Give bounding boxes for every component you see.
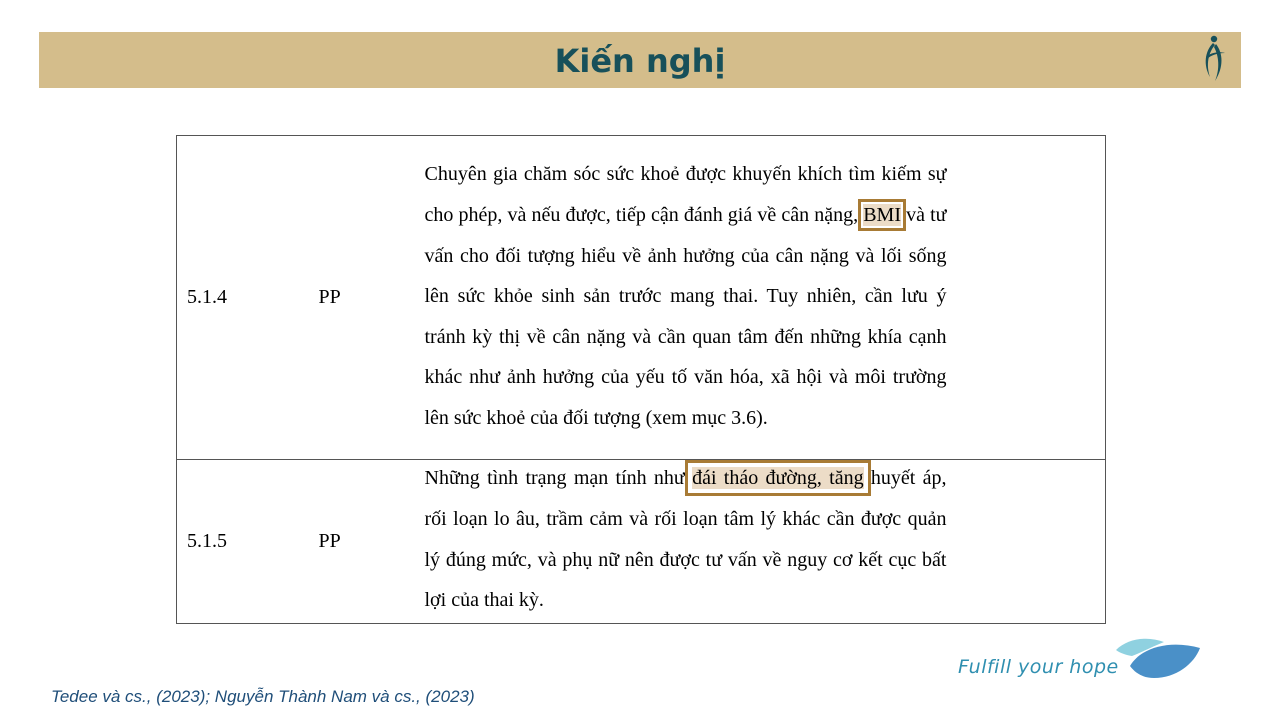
text-segment: Chuyên gia chăm sóc sức khoẻ được khuyến khích tìm kiếm sự cho phép, và nếu được, tiếp cận đánh giá về cân nặng,	[424, 163, 947, 227]
leaf-logo-icon	[1114, 636, 1202, 682]
recommendation-table	[176, 135, 1106, 624]
recommendation-code: 5.1.4	[177, 136, 319, 460]
text-segment: huyết áp, rối loạn lo âu, trầm cảm và rối loạn tâm lý khác cần được quản lý đúng mức, và phụ nữ nên được tư vấn về nguy cơ kết cục bất lợi của thai kỳ.	[424, 467, 947, 612]
table-row	[177, 460, 1106, 624]
table-row	[177, 136, 1106, 460]
text-segment: và tư vấn cho đối tượng hiểu về ảnh hưởng của cân nặng và lối sống lên sức khỏe sinh sản trước mang thai. Tuy nhiên, cần lưu ý tránh kỳ thị về cân nặng và cần quan tâm đến những khía cạnh khác như ảnh hưởng của yếu tố văn hóa, xã hội và môi trường lên sức khoẻ của đối tượng (xem mục 3.6).	[424, 204, 947, 429]
citation: Tedee và cs., (2023); Nguyễn Thành Nam và cs., (2023)	[51, 687, 475, 706]
title-bar	[39, 32, 1241, 88]
slogan: Fulfill your hope	[958, 656, 1119, 678]
empty-cell	[947, 460, 1106, 624]
figure-logo-icon	[1196, 31, 1232, 89]
recommendation-cell	[425, 460, 947, 624]
evidence-level: PP	[319, 460, 425, 624]
highlight-diabetes: đái tháo đường, tăng	[692, 467, 864, 490]
recommendation-text	[425, 154, 947, 438]
highlight-bmi: BMI	[863, 204, 901, 227]
recommendation-cell	[425, 136, 947, 460]
recommendation-code: 5.1.5	[177, 460, 319, 624]
slide-title: Kiến nghị	[554, 42, 726, 80]
recommendation-text	[425, 458, 947, 620]
empty-cell	[947, 136, 1106, 460]
evidence-level: PP	[319, 136, 425, 460]
text-segment: Những tình trạng mạn tính như	[424, 467, 693, 490]
